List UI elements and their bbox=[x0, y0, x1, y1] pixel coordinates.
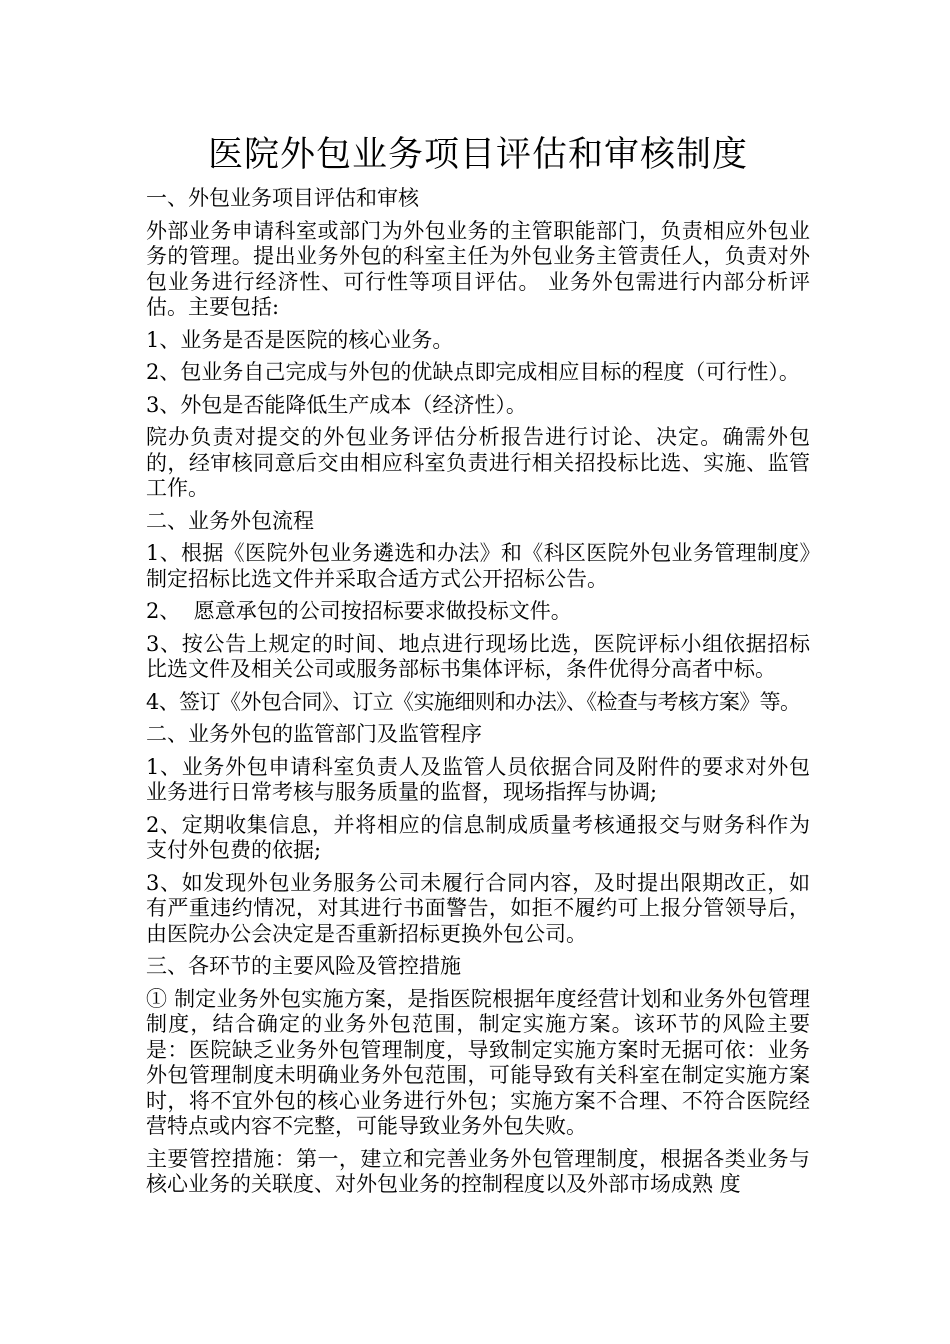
paragraph: 外部业务申请科室或部门为外包业务的主管职能部门，负责相应外包业务的管理。提出业务外包的科室主任为外包业务主管责任人，负责对外包业务进行经济性、可行性等项目评估。 业务外包需进行内部分析评估。主要包括: bbox=[146, 218, 810, 319]
document-title: 医院外包业务项目评估和审核制度 bbox=[207, 135, 748, 175]
list-item: 3、按公告上规定的时间、地点进行现场比选，医院评标小组依据招标比选文件及相关公司或服务部标书集体评标，条件优得分高者中标。 bbox=[146, 631, 810, 681]
section-heading-4: 三、各环节的主要风险及管控措施 bbox=[146, 954, 461, 978]
list-item: 3、如发现外包业务服务公司未履行合同内容，及时提出限期改正，如有严重违约情况，对其进行书面警告，如拒不履约可上报分管领导后，由医院办公会决定是否重新招标更换外包公司。 bbox=[146, 870, 810, 946]
paragraph: 院办负责对提交的外包业务评估分析报告进行讨论、决定。确需外包的，经审核同意后交由相应科室负责进行相关招投标比选、实施、监管工作。 bbox=[146, 425, 810, 500]
list-item: 1、根据《医院外包业务遴选和办法》和《科区医院外包业务管理制度》制定招标比选文件并采取合适方式公开招标公告。 bbox=[146, 541, 810, 591]
list-item: 2、 愿意承包的公司按招标要求做投标文件。 bbox=[146, 599, 572, 623]
paragraph: 主要管控措施：第一，建立和完善业务外包管理制度，根据各类业务与核心业务的关联度、对外包业务的控制程度以及外部市场成熟 度 bbox=[146, 1146, 810, 1196]
paragraph: ① 制定业务外包实施方案，是指医院根据年度经营计划和业务外包管理制度，结合确定的业务外包范围，制定实施方案。该环节的风险主要是：医院缺乏业务外包管理制度，导致制定实施方案时无据可依：业务外包管理制度未明确业务外包范围，可能导致有关科室在制定实施方案时，将不宜外包的核心业务进行外包；实施方案不合理、不符合医院经营特点或内容不完整，可能导致业务外包失败。 bbox=[146, 986, 810, 1138]
section-heading-2: 二、业务外包流程 bbox=[146, 508, 314, 533]
list-item: 2、定期收集信息，并将相应的信息制成质量考核通报交与财务科作为支付外包费的依据; bbox=[146, 812, 810, 862]
list-item: 1、业务是否是医院的核心业务。 bbox=[146, 327, 454, 352]
list-item: 4、签订《外包合同》、订立《实施细则和办法》、《检查与考核方案》等。 bbox=[146, 689, 801, 714]
section-heading-3: 二、业务外包的监管部门及监管程序 bbox=[146, 722, 482, 746]
document-page bbox=[146, 130, 810, 1205]
list-item: 3、外包是否能降低生产成本（经济性）。 bbox=[146, 392, 527, 417]
list-item: 1、业务外包申请科室负责人及监管人员依据合同及附件的要求对外包业务进行日常考核与服务质量的监督，现场指挥与协调; bbox=[146, 754, 810, 804]
section-heading-1: 一、外包业务项目评估和审核 bbox=[146, 186, 419, 210]
list-item: 2、包业务自己完成与外包的优缺点即完成相应目标的程度（可行性）。 bbox=[146, 360, 800, 384]
